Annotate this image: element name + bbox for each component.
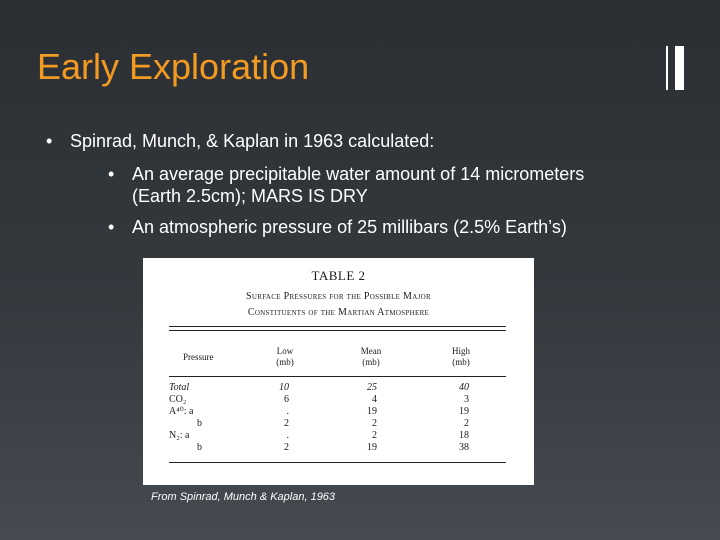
header-pressure: Pressure bbox=[183, 352, 214, 362]
sub-bullet-pressure-text: An atmospheric pressure of 25 millibars (2.5% Earth’s) bbox=[132, 217, 567, 237]
header-low-unit: (mb) bbox=[276, 357, 294, 367]
cell-n2-b-high: 38 bbox=[459, 442, 469, 453]
cell-n2-b-low: 2 bbox=[284, 442, 289, 453]
table-title: TABLE 2 bbox=[311, 268, 366, 283]
cell-total-high: 40 bbox=[459, 382, 469, 393]
bullet-main-text: Spinrad, Munch, & Kaplan in 1963 calculated: bbox=[70, 131, 435, 151]
cell-n2-a-high: 18 bbox=[459, 430, 469, 441]
row-label-n2-a: N₂: a bbox=[169, 430, 190, 441]
header-mean-label: Mean bbox=[360, 346, 382, 356]
sub-bullet-water-text-line1: An average precipitable water amount of 14 micrometers bbox=[132, 164, 585, 184]
cell-argon-b-low: 2 bbox=[284, 418, 289, 429]
cell-argon-a-low: . bbox=[286, 406, 289, 417]
cell-argon-b-high: 2 bbox=[464, 418, 469, 429]
row-label-n2-b: b bbox=[197, 442, 202, 453]
header-high bbox=[441, 346, 481, 368]
sub-bullet-water-text-line2: (Earth 2.5cm); MARS IS DRY bbox=[132, 186, 368, 206]
cell-co2-high: 3 bbox=[464, 394, 469, 405]
cell-n2-a-mean: 2 bbox=[372, 430, 377, 441]
sub-bullet-water bbox=[108, 163, 584, 185]
cell-total-low: 10 bbox=[279, 382, 289, 393]
row-label-argon-b: b bbox=[197, 418, 202, 429]
cell-co2-mean: 4 bbox=[372, 394, 377, 405]
header-low bbox=[265, 346, 305, 368]
table-caption: From Spinrad, Munch & Kaplan, 1963 bbox=[151, 491, 336, 503]
title-accent-thick-bar bbox=[675, 46, 684, 90]
row-label-co2: CO₂ bbox=[169, 394, 187, 405]
cell-total-mean: 25 bbox=[367, 382, 377, 393]
header-high-label: High bbox=[452, 346, 470, 356]
sub-bullet-pressure bbox=[108, 216, 567, 238]
row-label-total: Total bbox=[169, 382, 190, 393]
header-high-unit: (mb) bbox=[452, 357, 470, 367]
cell-argon-a-mean: 19 bbox=[367, 406, 377, 417]
cell-n2-b-mean: 19 bbox=[367, 442, 377, 453]
table-subtitle-line1: Surface Pressures for the Possible Major bbox=[246, 291, 431, 302]
title-accent-thin-bar bbox=[666, 46, 668, 90]
table-rule-bottom bbox=[169, 462, 506, 463]
row-label-argon-a: A⁴⁰: a bbox=[169, 406, 194, 417]
cell-n2-a-low: . bbox=[286, 430, 289, 441]
bullet-marker: • bbox=[108, 217, 115, 237]
pressure-table-image bbox=[143, 258, 534, 485]
header-mean-unit: (mb) bbox=[362, 357, 380, 367]
table-rule-header bbox=[169, 376, 506, 377]
bullet-marker: • bbox=[108, 164, 115, 184]
cell-argon-b-mean: 2 bbox=[372, 418, 377, 429]
slide-title: Early Exploration bbox=[37, 46, 310, 87]
table-rule-top-2 bbox=[169, 330, 506, 331]
header-low-label: Low bbox=[276, 346, 294, 356]
table-rule-top bbox=[169, 326, 506, 327]
bullet-marker: • bbox=[46, 131, 53, 151]
header-mean bbox=[349, 346, 393, 368]
cell-co2-low: 6 bbox=[284, 394, 289, 405]
cell-argon-a-high: 19 bbox=[459, 406, 469, 417]
table-subtitle-line2: Constituents of the Martian Atmosphere bbox=[247, 307, 430, 318]
bullet-main bbox=[46, 130, 434, 152]
